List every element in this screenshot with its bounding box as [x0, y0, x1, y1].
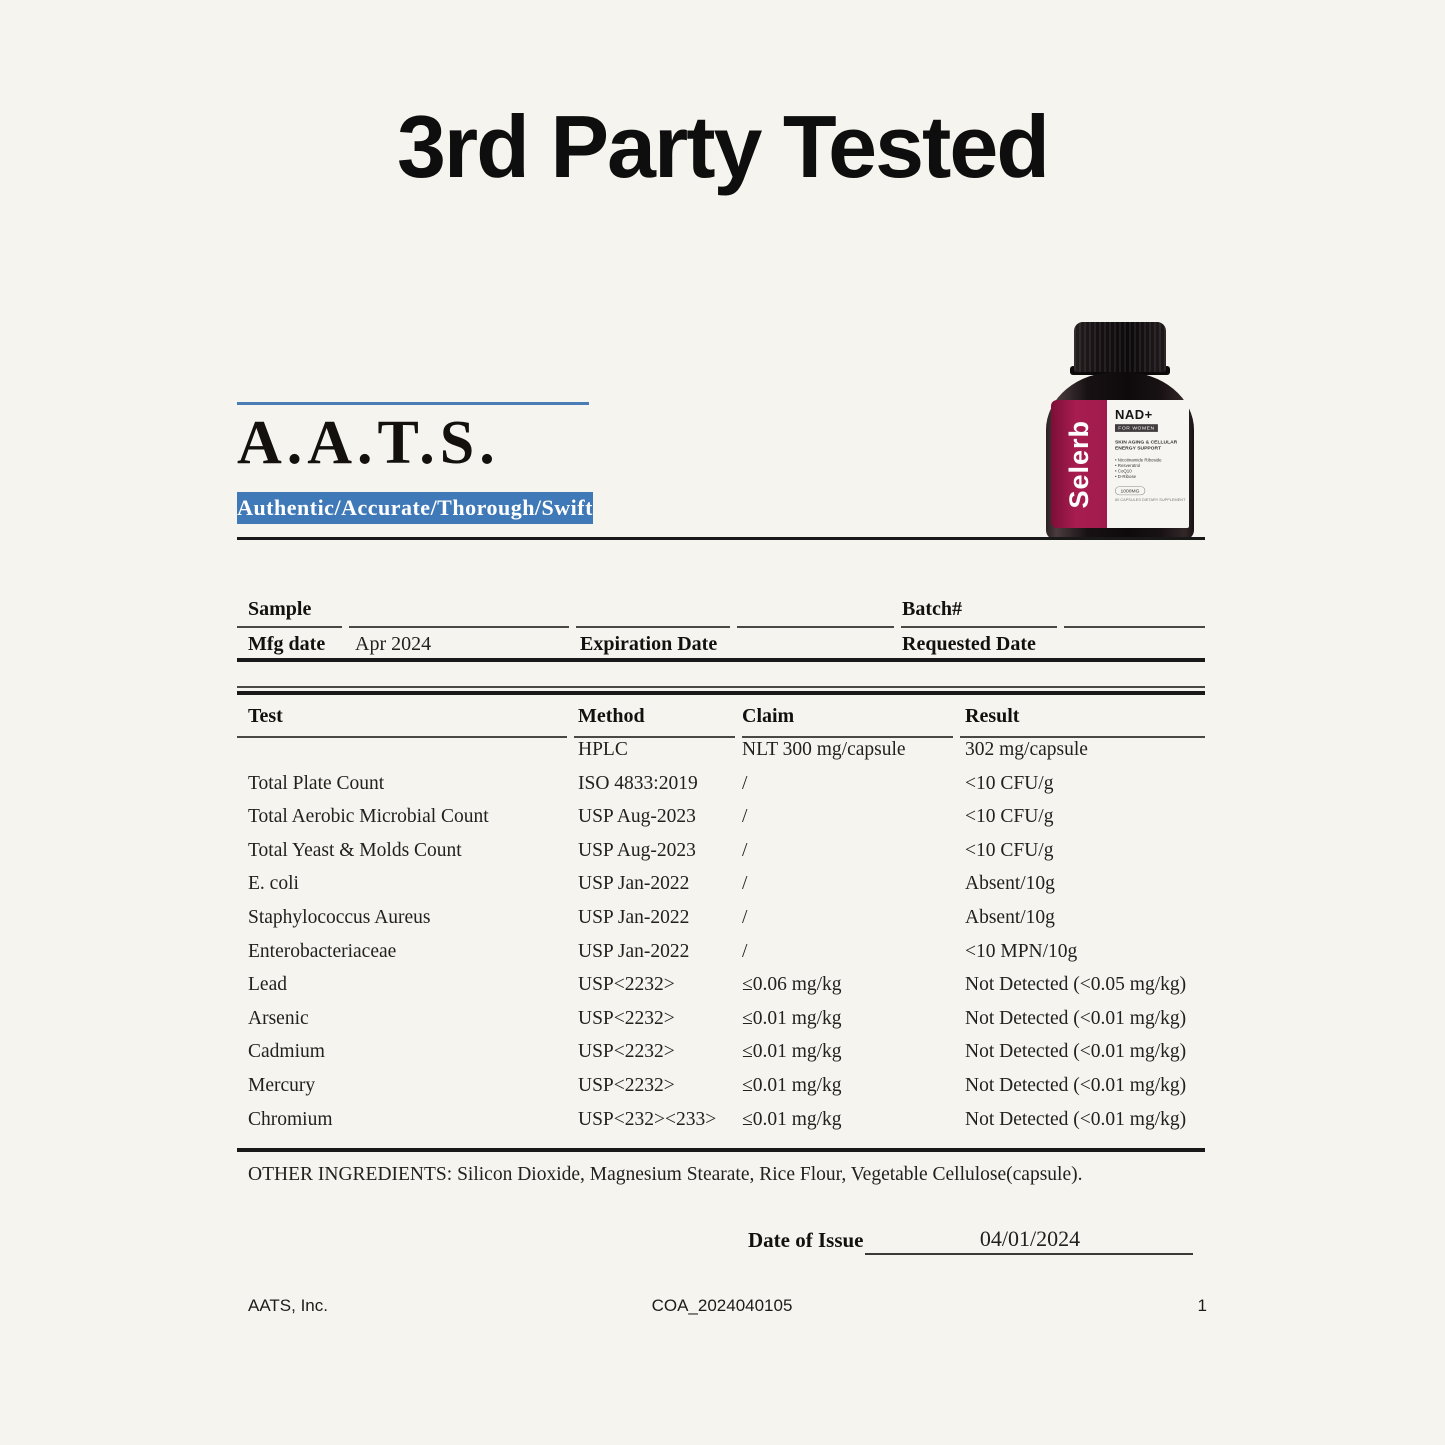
brand-name: Selerb — [1063, 419, 1094, 509]
table-top-thin-rule — [237, 686, 1205, 688]
table-row — [237, 935, 1205, 969]
header-cell-method: Method — [578, 705, 645, 727]
cell-test: E. coli — [248, 873, 299, 895]
table-bottom-rule — [237, 1148, 1205, 1152]
cell-claim: ≤0.01 mg/kg — [742, 1108, 842, 1130]
date-of-issue-value: 04/01/2024 — [979, 1226, 1081, 1251]
cell-result: Not Detected (<0.01 mg/kg) — [965, 1108, 1187, 1130]
date-of-issue-label: Date of Issue — [748, 1228, 864, 1252]
lab-logo: A.A.T.S. — [237, 409, 500, 477]
mfg-date-label: Mfg date — [248, 633, 326, 655]
cell-method: USP Jan-2022 — [578, 940, 690, 962]
date-of-issue-underline — [865, 1253, 1193, 1255]
cell-test: Chromium — [248, 1108, 333, 1130]
cell-test: Cadmium — [248, 1041, 325, 1063]
requested-date-label: Requested Date — [902, 633, 1036, 655]
bullet-item: • Resveratrol — [1115, 463, 1141, 469]
label-fine-print — [1115, 422, 1189, 502]
dose-badge: 1000MG — [1115, 486, 1145, 495]
cell-claim: / — [742, 940, 748, 962]
cell-test: Total Aerobic Microbial Count — [248, 806, 489, 828]
cell-method: USP<2232> — [578, 1041, 675, 1063]
table-row — [237, 867, 1205, 901]
bottle-cap — [1074, 322, 1166, 372]
product-photo — [1046, 320, 1194, 540]
cell-result: <10 CFU/g — [965, 772, 1054, 794]
cell-result: Not Detected (<0.01 mg/kg) — [965, 1007, 1187, 1029]
cell-method: USP Aug-2023 — [578, 806, 696, 828]
capsule-count: 60 CAPSULES DIETARY SUPPLEMENT — [1115, 498, 1186, 503]
cell-claim: / — [742, 873, 748, 895]
other-ingredients: OTHER INGREDIENTS: Silicon Dioxide, Magnesium Stearate, Rice Flour, Vegetable Cellulose(capsule). — [248, 1164, 1083, 1185]
cell-method: USP Jan-2022 — [578, 906, 690, 928]
footer-company: AATS, Inc. — [248, 1296, 328, 1315]
bullet-item: • CoQ10 — [1115, 468, 1132, 474]
header-rule — [237, 537, 1205, 540]
product-subtitle-badge: FOR WOMEN — [1115, 424, 1158, 432]
header-cell-claim: Claim — [742, 705, 795, 727]
test-table-rows — [237, 733, 1205, 1136]
support-line1: SKIN AGING & CELLULAR — [1115, 439, 1178, 445]
cell-result: Not Detected (<0.01 mg/kg) — [965, 1041, 1187, 1063]
cell-method: USP<232><233> — [578, 1108, 717, 1130]
cell-method: USP Aug-2023 — [578, 839, 696, 861]
table-row — [237, 800, 1205, 834]
cell-result: 302 mg/capsule — [965, 739, 1088, 760]
cell-test: Total Yeast & Molds Count — [248, 839, 462, 861]
lab-tagline-banner: Authentic/Accurate/Thorough/Swift — [237, 492, 593, 524]
support-claim — [1115, 439, 1189, 451]
table-row — [237, 1002, 1205, 1036]
cell-claim: ≤0.01 mg/kg — [742, 1007, 842, 1029]
cell-test: Lead — [248, 974, 287, 996]
table-row — [237, 968, 1205, 1002]
page-title: 3rd Party Tested — [396, 97, 1049, 196]
cell-method: USP<2232> — [578, 1074, 675, 1096]
mfg-date-value: Apr 2024 — [355, 633, 432, 655]
table-row — [237, 901, 1205, 935]
table-row — [237, 1069, 1205, 1103]
table-row — [237, 733, 1205, 767]
cell-test: Total Plate Count — [248, 772, 385, 794]
sample-row-underline — [237, 626, 1205, 628]
product-name: NAD+ — [1115, 407, 1153, 422]
cell-claim: / — [742, 806, 748, 828]
page-footer — [237, 1296, 1207, 1320]
cell-result: <10 CFU/g — [965, 839, 1054, 861]
cell-claim: NLT 300 mg/capsule — [742, 739, 906, 760]
cell-claim: / — [742, 772, 748, 794]
test-table-header — [237, 701, 1205, 731]
cell-claim: ≤0.06 mg/kg — [742, 974, 842, 996]
label-panel — [1107, 400, 1189, 528]
cell-test: Arsenic — [248, 1007, 309, 1029]
header-cell-result: Result — [965, 705, 1020, 727]
cell-method: ISO 4833:2019 — [578, 772, 698, 794]
footer-document-id: COA_2024040105 — [651, 1296, 793, 1315]
bottle-label — [1051, 400, 1189, 528]
cell-claim: / — [742, 906, 748, 928]
cell-claim: ≤0.01 mg/kg — [742, 1074, 842, 1096]
batch-label: Batch# — [902, 598, 962, 620]
cell-method: HPLC — [578, 739, 628, 760]
table-row — [237, 1103, 1205, 1137]
cell-result: Not Detected (<0.05 mg/kg) — [965, 974, 1187, 996]
cell-test: Mercury — [248, 1074, 316, 1096]
cell-method: USP<2232> — [578, 1007, 675, 1029]
footer-page-number: 1 — [1197, 1296, 1207, 1315]
table-top-rule — [237, 691, 1205, 695]
cell-result: Absent/10g — [965, 873, 1055, 895]
cell-method: USP Jan-2022 — [578, 873, 690, 895]
cell-result: Not Detected (<0.01 mg/kg) — [965, 1074, 1187, 1096]
cell-method: USP<2232> — [578, 974, 675, 996]
sample-label: Sample — [248, 598, 312, 620]
logo-top-rule — [237, 402, 589, 405]
ingredient-bullets — [1115, 458, 1189, 480]
bullet-item: • D-Ribose — [1115, 474, 1137, 480]
cell-result: <10 CFU/g — [965, 806, 1054, 828]
support-line2: ENERGY SUPPORT — [1115, 445, 1162, 451]
table-row — [237, 767, 1205, 801]
expiration-date-label: Expiration Date — [580, 633, 718, 655]
header-cell-test: Test — [248, 705, 283, 727]
table-row — [237, 834, 1205, 868]
cell-test: Enterobacteriaceae — [248, 940, 397, 962]
cell-claim: ≤0.01 mg/kg — [742, 1041, 842, 1063]
cell-result: <10 MPN/10g — [965, 940, 1078, 962]
brand-panel — [1051, 400, 1107, 528]
bullet-item: • Nicotinamide Riboside — [1115, 457, 1162, 463]
cell-result: Absent/10g — [965, 906, 1055, 928]
table-row — [237, 1035, 1205, 1069]
cell-test: Staphylococcus Aureus — [248, 906, 431, 928]
cell-claim: / — [742, 839, 748, 861]
info-bottom-rule — [237, 658, 1205, 662]
